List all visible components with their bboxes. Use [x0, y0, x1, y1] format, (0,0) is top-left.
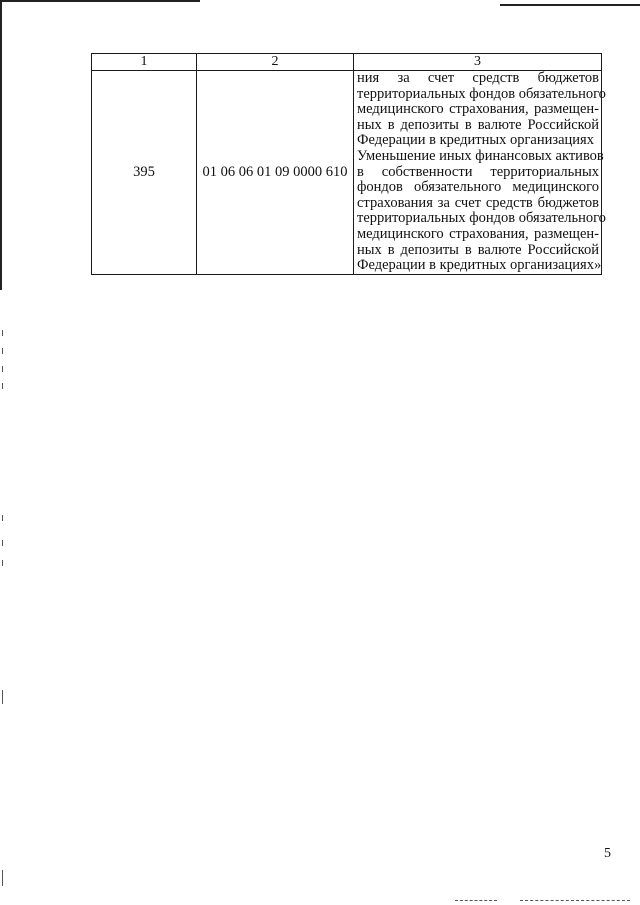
- description-line: медицинского страхования, размещен-: [357, 225, 599, 242]
- scan-edge-left: [0, 0, 2, 290]
- scan-mark: [2, 366, 3, 372]
- table-header-row: [92, 54, 602, 71]
- classification-code: 01 06 06 01 09 0000 610: [197, 71, 354, 275]
- description-line: фондов обязательного медицинского: [357, 179, 599, 196]
- row-number: 395: [92, 71, 197, 275]
- column-header-2: 2: [197, 54, 354, 71]
- column-header-3: 3: [354, 54, 602, 71]
- description-line: Федерации в кредитных организациях: [357, 132, 594, 149]
- description-line: ных в депозиты в валюте Российской: [357, 241, 599, 258]
- scan-mark: [520, 900, 630, 902]
- scan-edge-top-right: [500, 4, 640, 6]
- scan-mark: [2, 870, 3, 886]
- scan-mark: [2, 383, 3, 389]
- budget-classification-table: [91, 53, 606, 275]
- description-line: территориальных фондов обязательного: [357, 85, 606, 102]
- scan-mark: [455, 900, 497, 902]
- description-line: медицинского страхования, размещен-: [357, 101, 599, 118]
- description-line: Федерации в кредитных организациях»: [357, 257, 602, 274]
- description-line: ных в депозиты в валюте Российской: [357, 116, 599, 133]
- scan-mark: [2, 348, 3, 354]
- scan-mark: [2, 690, 3, 704]
- page-number: 5: [604, 846, 611, 861]
- scan-mark: [2, 330, 3, 336]
- row-description: [354, 70, 606, 275]
- table-row: [92, 71, 602, 275]
- description-line: страхования за счет средств бюджетов: [357, 194, 599, 211]
- description-line: ния за счет средств бюджетов: [357, 70, 599, 86]
- description-line: в собственности территориальных: [357, 163, 599, 180]
- column-header-1: 1: [92, 54, 197, 71]
- description-line: территориальных фондов обязательного: [357, 210, 606, 227]
- scan-mark: [2, 560, 3, 566]
- scan-mark: [2, 540, 3, 546]
- description-line: Уменьшение иных финансовых активов: [357, 147, 604, 164]
- scan-edge-top-left: [0, 0, 200, 2]
- scan-mark: [2, 515, 3, 521]
